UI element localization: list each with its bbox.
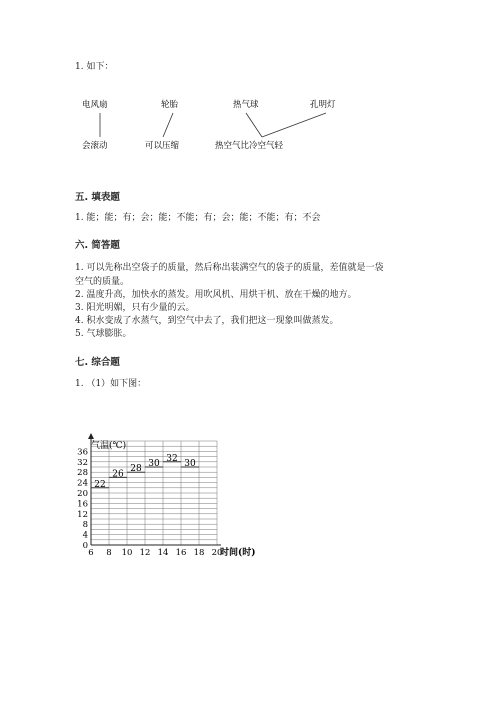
- y-tick-label: 36: [77, 447, 88, 458]
- section-7-q1: 1. （1）如下图：: [75, 379, 147, 389]
- data-label: 22: [94, 479, 106, 490]
- section-5-answer: 1. 能；能；有；会；能；不能；有；会；能；不能；有；不会: [75, 213, 321, 223]
- x-tick-label: 20: [211, 548, 223, 558]
- section-6-line-1: 1. 可以先称出空袋子的质量，然后称出装满空气的袋子的质量，差值就是一袋: [75, 263, 384, 273]
- word-compressible: 可以压缩: [145, 141, 180, 151]
- data-label: 32: [166, 453, 178, 464]
- section-6-line-3: 2. 温度升高，加快水的蒸发。用吹风机、用烘干机、放在干燥的地方。: [75, 290, 357, 300]
- y-tick-label: 20: [77, 489, 88, 499]
- x-axis-label: 时间(时): [220, 548, 256, 558]
- section-6-line-5: 4. 积水变成了水蒸气，到空气中去了，我们把这一现象叫做蒸发。: [75, 316, 339, 326]
- x-tick-label: 12: [139, 548, 151, 558]
- word-hot-air-balloon: 热气球: [233, 100, 259, 110]
- y-tick-label: 32: [77, 457, 88, 468]
- temperature-chart: [60, 400, 320, 570]
- section-7-title: 七. 综合题: [75, 357, 120, 368]
- y-tick-label: 0: [82, 541, 88, 551]
- word-rolls: 会滚动: [82, 141, 108, 151]
- section-6-title: 六. 简答题: [75, 240, 120, 251]
- x-tick-label: 18: [193, 548, 205, 558]
- y-tick-label: 8: [82, 520, 88, 531]
- y-tick-label: 4: [82, 530, 88, 541]
- x-tick-label: 6: [88, 548, 94, 558]
- y-tick-label: 16: [77, 499, 88, 510]
- match-line: [163, 113, 173, 137]
- word-electric-fan: 电风扇: [82, 100, 108, 110]
- y-axis-label: 气温(℃): [91, 441, 127, 451]
- match-line: [246, 113, 262, 137]
- data-label: 26: [112, 469, 124, 480]
- x-tick-label: 16: [175, 548, 187, 558]
- y-tick-label: 24: [77, 478, 88, 489]
- y-axis-arrow: [88, 433, 94, 439]
- match-line: [262, 113, 326, 137]
- x-tick-label: 8: [106, 548, 112, 558]
- x-tick-label: 10: [121, 548, 133, 558]
- question-1-intro: 1. 如下：: [75, 62, 114, 72]
- matching-diagram: [0, 0, 500, 160]
- data-label: 30: [148, 459, 160, 469]
- data-label: 30: [184, 459, 196, 469]
- x-tick-label: 14: [157, 548, 169, 558]
- section-6-line-4: 3. 阳光明媚，只有少量的云。: [75, 303, 195, 313]
- section-6-line-6: 5. 气球膨胀。: [75, 329, 132, 339]
- y-tick-label: 28: [77, 468, 88, 479]
- section-5-title: 五. 填表题: [75, 192, 120, 203]
- data-label: 28: [130, 464, 142, 475]
- word-tire: 轮胎: [161, 100, 179, 110]
- word-hot-air-lighter: 热空气比冷空气轻: [215, 141, 284, 151]
- section-6-line-2: 空气的质量。: [75, 277, 130, 287]
- word-kongming-lantern: 孔明灯: [310, 100, 336, 110]
- y-tick-label: 12: [77, 509, 88, 520]
